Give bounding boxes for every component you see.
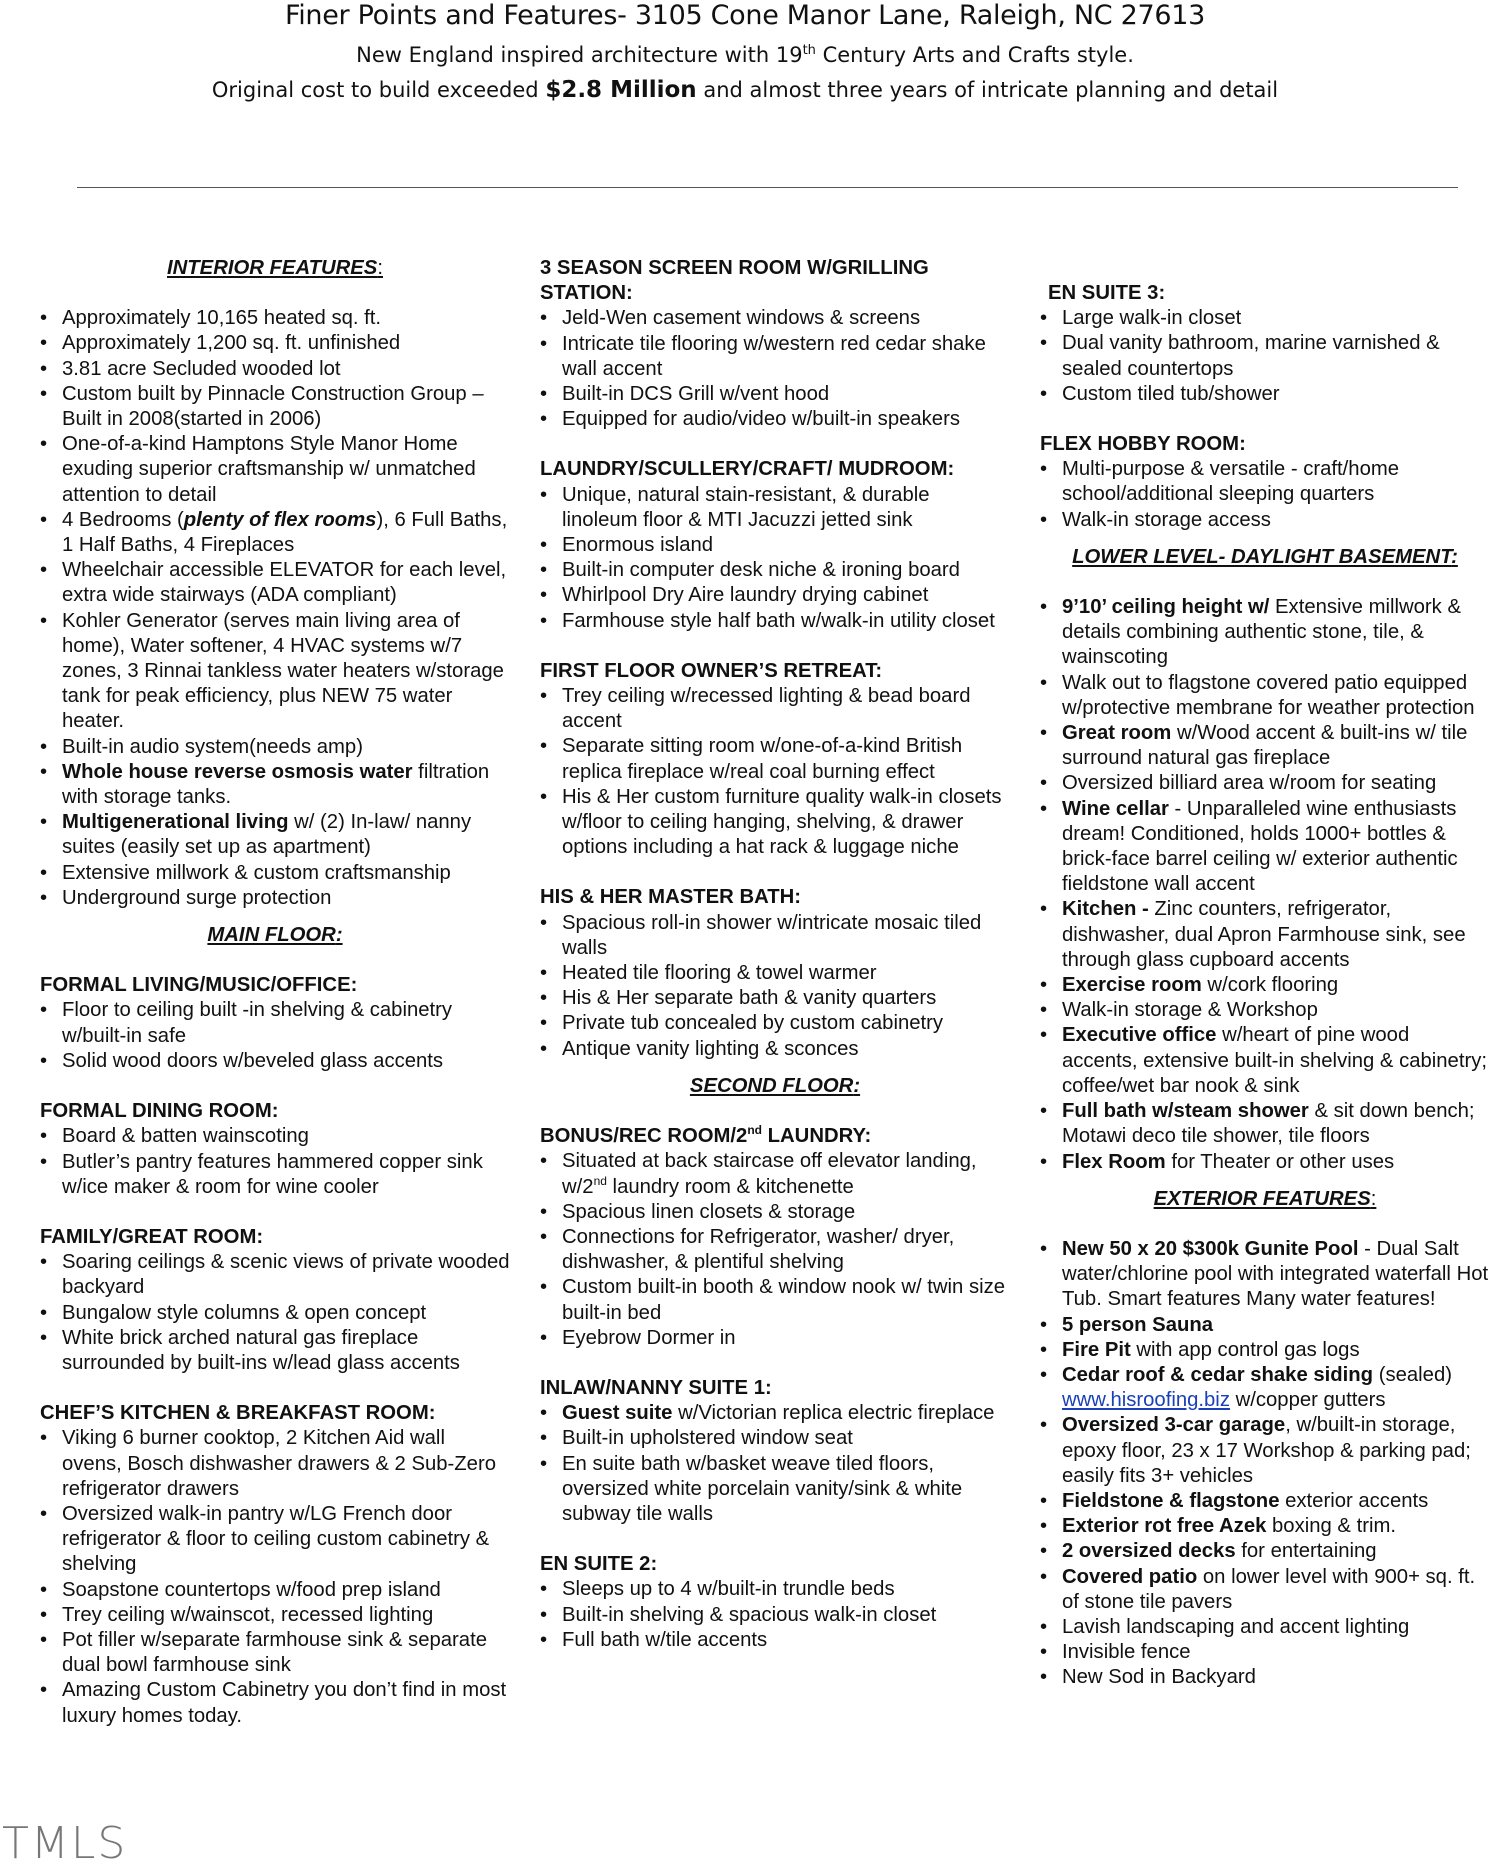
section-heading-lower-level: LOWER LEVEL- DAYLIGHT BASEMENT: — [1072, 545, 1458, 568]
exterior-features-list — [1040, 1237, 1490, 1691]
kitchen-list — [40, 1426, 510, 1728]
list-item: • Custom built by Pinnacle Construction Group – Built in 2008(started in 2006) — [40, 382, 510, 432]
list-item: • Kitchen - Zinc counters, refrigerator, dishwasher, dual Apron Farmhouse sink, see through glass cupboard accents — [1040, 897, 1490, 973]
list-item: • Farmhouse style half bath w/walk-in utility closet — [540, 609, 1010, 634]
lower-level-list — [1040, 595, 1490, 1175]
list-item: • Butler’s pantry features hammered copper sink w/ice maker & room for wine cooler — [40, 1150, 510, 1200]
formal-living-list — [40, 998, 510, 1074]
list-item: • Pot filler w/separate farmhouse sink & separate dual bowl farmhouse sink — [40, 1628, 510, 1678]
list-item: • Unique, natural stain-resistant, & durable linoleum floor & MTI Jacuzzi jetted sink — [540, 483, 1010, 533]
section-heading-screen-room: 3 SEASON SCREEN ROOM W/GRILLING STATION: — [540, 257, 929, 305]
list-item: • Great room w/Wood accent & built-ins w/ tile surround natural gas fireplace — [1040, 721, 1490, 771]
list-item: • Floor to ceiling built -in shelving & cabinetry w/built-in safe — [40, 998, 510, 1048]
list-item: • Equipped for audio/video w/built-in speakers — [540, 407, 1010, 432]
document-header — [0, 0, 1490, 103]
list-item: • Cedar roof & cedar shake siding (sealed) www.hisroofing.biz w/copper gutters — [1040, 1363, 1490, 1413]
list-item: • Intricate tile flooring w/western red cedar shake wall accent — [540, 332, 1010, 382]
list-item: • Walk out to flagstone covered patio equipped w/protective membrane for weather protection — [1040, 671, 1490, 721]
column-1 — [40, 256, 510, 1729]
list-item: • Lavish landscaping and accent lighting — [1040, 1615, 1490, 1640]
list-item: • Dual vanity bathroom, marine varnished & sealed countertops — [1040, 331, 1490, 381]
list-item: • Multigenerational living w/ (2) In-law/ nanny suites (easily set up as apartment) — [40, 810, 510, 860]
section-heading-bonus-room: BONUS/REC ROOM/2nd LAUNDRY: — [540, 1123, 872, 1148]
list-item: • Heated tile flooring & towel warmer — [540, 961, 1010, 986]
document-subtitle-1: New England inspired architecture with 19th Century Arts and Crafts style. — [356, 43, 1134, 67]
section-heading-formal-dining: FORMAL DINING ROOM: — [40, 1100, 279, 1123]
list-item: • Oversized billiard area w/room for seating — [1040, 771, 1490, 796]
list-item: • Spacious linen closets & storage — [540, 1200, 1010, 1225]
list-item: • Trey ceiling w/wainscot, recessed lighting — [40, 1603, 510, 1628]
list-item: • White brick arched natural gas fireplace surrounded by built-ins w/lead glass accents — [40, 1326, 510, 1376]
list-item: • His & Her custom furniture quality walk-in closets w/floor to ceiling hanging, shelving, & drawer options including a hat rack & luggage niche — [540, 785, 1010, 861]
section-heading-exterior: EXTERIOR FEATURES: — [1153, 1187, 1377, 1210]
list-item: • 4 Bedrooms (plenty of flex rooms), 6 Full Baths, 1 Half Baths, 4 Fireplaces — [40, 508, 510, 558]
list-item: • Covered patio on lower level with 900+ sq. ft. of stone tile pavers — [1040, 1565, 1490, 1615]
inlaw-suite-list — [540, 1401, 1010, 1527]
section-heading-interior: INTERIOR FEATURES: — [167, 257, 383, 279]
list-item: • Soaring ceilings & scenic views of private wooded backyard — [40, 1250, 510, 1300]
list-item: • Board & batten wainscoting — [40, 1124, 510, 1149]
list-item: • Flex Room for Theater or other uses — [1040, 1150, 1490, 1175]
list-item: • Fieldstone & flagstone exterior accents — [1040, 1489, 1490, 1514]
list-item: • Kohler Generator (serves main living area of home), Water softener, 4 HVAC systems w/7 zones, 3 Rinnai tankless water heaters w/storage tank for peak efficiency, plus NEW 75 water heater. — [40, 609, 510, 735]
en-suite-3-list — [1040, 306, 1490, 407]
list-item: • Approximately 10,165 heated sq. ft. — [40, 306, 510, 331]
list-item: • Wine cellar - Unparalleled wine enthusiasts dream! Conditioned, holds 1000+ bottles & brick-face barrel ceiling w/ exterior authentic fieldstone wall accent — [1040, 797, 1490, 898]
list-item: • Antique vanity lighting & sconces — [540, 1037, 1010, 1062]
list-item: • Enormous island — [540, 533, 1010, 558]
section-heading-family-room: FAMILY/GREAT ROOM: — [40, 1225, 264, 1248]
section-heading-flex-hobby: FLEX HOBBY ROOM: — [1040, 433, 1246, 456]
list-item: • Sleeps up to 4 w/built-in trundle beds — [540, 1577, 1010, 1602]
list-item: • Built-in shelving & spacious walk-in closet — [540, 1603, 1010, 1628]
list-item: • Separate sitting room w/one-of-a-kind British replica fireplace w/real coal burning effect — [540, 734, 1010, 784]
list-item: • Whole house reverse osmosis water filtration with storage tanks. — [40, 760, 510, 810]
list-item: • Walk-in storage access — [1040, 508, 1490, 533]
list-item: • Full bath w/steam shower & sit down bench; Motawi deco tile shower, tile floors — [1040, 1099, 1490, 1149]
section-heading-kitchen: CHEF’S KITCHEN & BREAKFAST ROOM: — [40, 1402, 436, 1425]
list-item: • Bungalow style columns & open concept — [40, 1301, 510, 1326]
list-item: • New Sod in Backyard — [1040, 1665, 1490, 1690]
list-item: • Spacious roll-in shower w/intricate mosaic tiled walls — [540, 911, 1010, 961]
section-heading-owners-retreat: FIRST FLOOR OWNER’S RETREAT: — [540, 659, 883, 682]
list-item: • Exterior rot free Azek boxing & trim. — [1040, 1514, 1490, 1539]
list-item: • Whirlpool Dry Aire laundry drying cabinet — [540, 583, 1010, 608]
list-item: • Situated at back staircase off elevator landing, w/2nd laundry room & kitchenette — [540, 1149, 1010, 1199]
list-item: • Amazing Custom Cabinetry you don’t find in most luxury homes today. — [40, 1678, 510, 1728]
list-item: • Custom tiled tub/shower — [1040, 382, 1490, 407]
laundry-list — [540, 483, 1010, 634]
list-item: • Eyebrow Dormer in — [540, 1326, 1010, 1351]
list-item: • Oversized walk-in pantry w/LG French door refrigerator & floor to ceiling custom cabinetry & shelving — [40, 1502, 510, 1578]
list-item: • Executive office w/heart of pine wood accents, extensive built-in shelving & cabinetry; coffee/wet bar nook & sink — [1040, 1023, 1490, 1099]
column-3 — [1040, 256, 1490, 1691]
header-divider — [77, 187, 1458, 188]
section-heading-en-suite-2: EN SUITE 2: — [540, 1553, 658, 1576]
list-item: • En suite bath w/basket weave tiled floors, oversized white porcelain vanity/sink & white subway tile walls — [540, 1452, 1010, 1528]
en-suite-2-list — [540, 1577, 1010, 1653]
section-heading-main-floor: MAIN FLOOR: — [207, 924, 343, 947]
document-title: Finer Points and Features- 3105 Cone Manor Lane, Raleigh, NC 27613 — [284, 0, 1206, 31]
list-item: • New 50 x 20 $300k Gunite Pool - Dual Salt water/chlorine pool with integrated waterfall Hot Tub. Smart features Many water features! — [1040, 1237, 1490, 1313]
section-heading-laundry: LAUNDRY/SCULLERY/CRAFT/ MUDROOM: — [540, 458, 955, 481]
list-item: • His & Her separate bath & vanity quarters — [540, 986, 1010, 1011]
section-heading-inlaw-suite: INLAW/NANNY SUITE 1: — [540, 1376, 772, 1399]
interior-features-list — [40, 306, 510, 911]
section-heading-en-suite-3: EN SUITE 3: — [1048, 282, 1166, 304]
list-item: • Jeld-Wen casement windows & screens — [540, 306, 1010, 331]
list-item: • Built-in audio system(needs amp) — [40, 735, 510, 760]
list-item: • Oversized 3-car garage, w/built-in storage, epoxy floor, 23 x 17 Workshop & parking pad; easily fits 3+ vehicles — [1040, 1413, 1490, 1489]
list-item: • Large walk-in closet — [1040, 306, 1490, 331]
hisroofing-link[interactable]: www.hisroofing.biz — [1062, 1389, 1230, 1412]
list-item: • Extensive millwork & custom craftsmanship — [40, 861, 510, 886]
list-item: • Exercise room w/cork flooring — [1040, 973, 1490, 998]
tmls-logo: TMLS — [2, 1818, 128, 1869]
list-item: • Built-in upholstered window seat — [540, 1426, 1010, 1451]
list-item: • 5 person Sauna — [1040, 1313, 1490, 1338]
owners-retreat-list — [540, 684, 1010, 860]
list-item: • One-of-a-kind Hamptons Style Manor Home exuding superior craftsmanship w/ unmatched attention to detail — [40, 432, 510, 508]
family-room-list — [40, 1250, 510, 1376]
screen-room-list — [540, 306, 1010, 432]
list-item: • Approximately 1,200 sq. ft. unfinished — [40, 331, 510, 356]
column-2 — [540, 256, 1010, 1653]
list-item: • Built-in DCS Grill w/vent hood — [540, 382, 1010, 407]
list-item: • Private tub concealed by custom cabinetry — [540, 1011, 1010, 1036]
section-heading-master-bath: HIS & HER MASTER BATH: — [540, 886, 802, 909]
list-item: • Custom built-in booth & window nook w/ twin size built-in bed — [540, 1275, 1010, 1325]
list-item: • Walk-in storage & Workshop — [1040, 998, 1490, 1023]
master-bath-list — [540, 911, 1010, 1062]
list-item: • Trey ceiling w/recessed lighting & bead board accent — [540, 684, 1010, 734]
list-item: • Solid wood doors w/beveled glass accents — [40, 1049, 510, 1074]
section-heading-formal-living: FORMAL LIVING/MUSIC/OFFICE: — [40, 974, 358, 997]
list-item: • Connections for Refrigerator, washer/ dryer, dishwasher, & plentiful shelving — [540, 1225, 1010, 1275]
list-item: • Underground surge protection — [40, 886, 510, 911]
list-item: • Built-in computer desk niche & ironing board — [540, 558, 1010, 583]
list-item: • Wheelchair accessible ELEVATOR for each level, extra wide stairways (ADA compliant) — [40, 558, 510, 608]
formal-dining-list — [40, 1124, 510, 1200]
document-subtitle-2: Original cost to build exceeded $2.8 Million and almost three years of intricate planning and detail — [211, 77, 1279, 103]
list-item: • Full bath w/tile accents — [540, 1628, 1010, 1653]
list-item: • 2 oversized decks for entertaining — [1040, 1539, 1490, 1564]
list-item: • 3.81 acre Secluded wooded lot — [40, 357, 510, 382]
list-item: • Multi-purpose & versatile - craft/home school/additional sleeping quarters — [1040, 457, 1490, 507]
list-item: • 9’10’ ceiling height w/ Extensive millwork & details combining authentic stone, tile, & wainscoting — [1040, 595, 1490, 671]
list-item: • Guest suite w/Victorian replica electric fireplace — [540, 1401, 1010, 1426]
section-heading-second-floor: SECOND FLOOR: — [689, 1074, 861, 1097]
list-item: • Invisible fence — [1040, 1640, 1490, 1665]
flex-hobby-list — [1040, 457, 1490, 533]
list-item: • Soapstone countertops w/food prep island — [40, 1578, 510, 1603]
list-item: • Viking 6 burner cooktop, 2 Kitchen Aid wall ovens, Bosch dishwasher drawers & 2 Sub-Zero refrigerator drawers — [40, 1426, 510, 1502]
bonus-room-list — [540, 1149, 1010, 1351]
list-item: • Fire Pit with app control gas logs — [1040, 1338, 1490, 1363]
